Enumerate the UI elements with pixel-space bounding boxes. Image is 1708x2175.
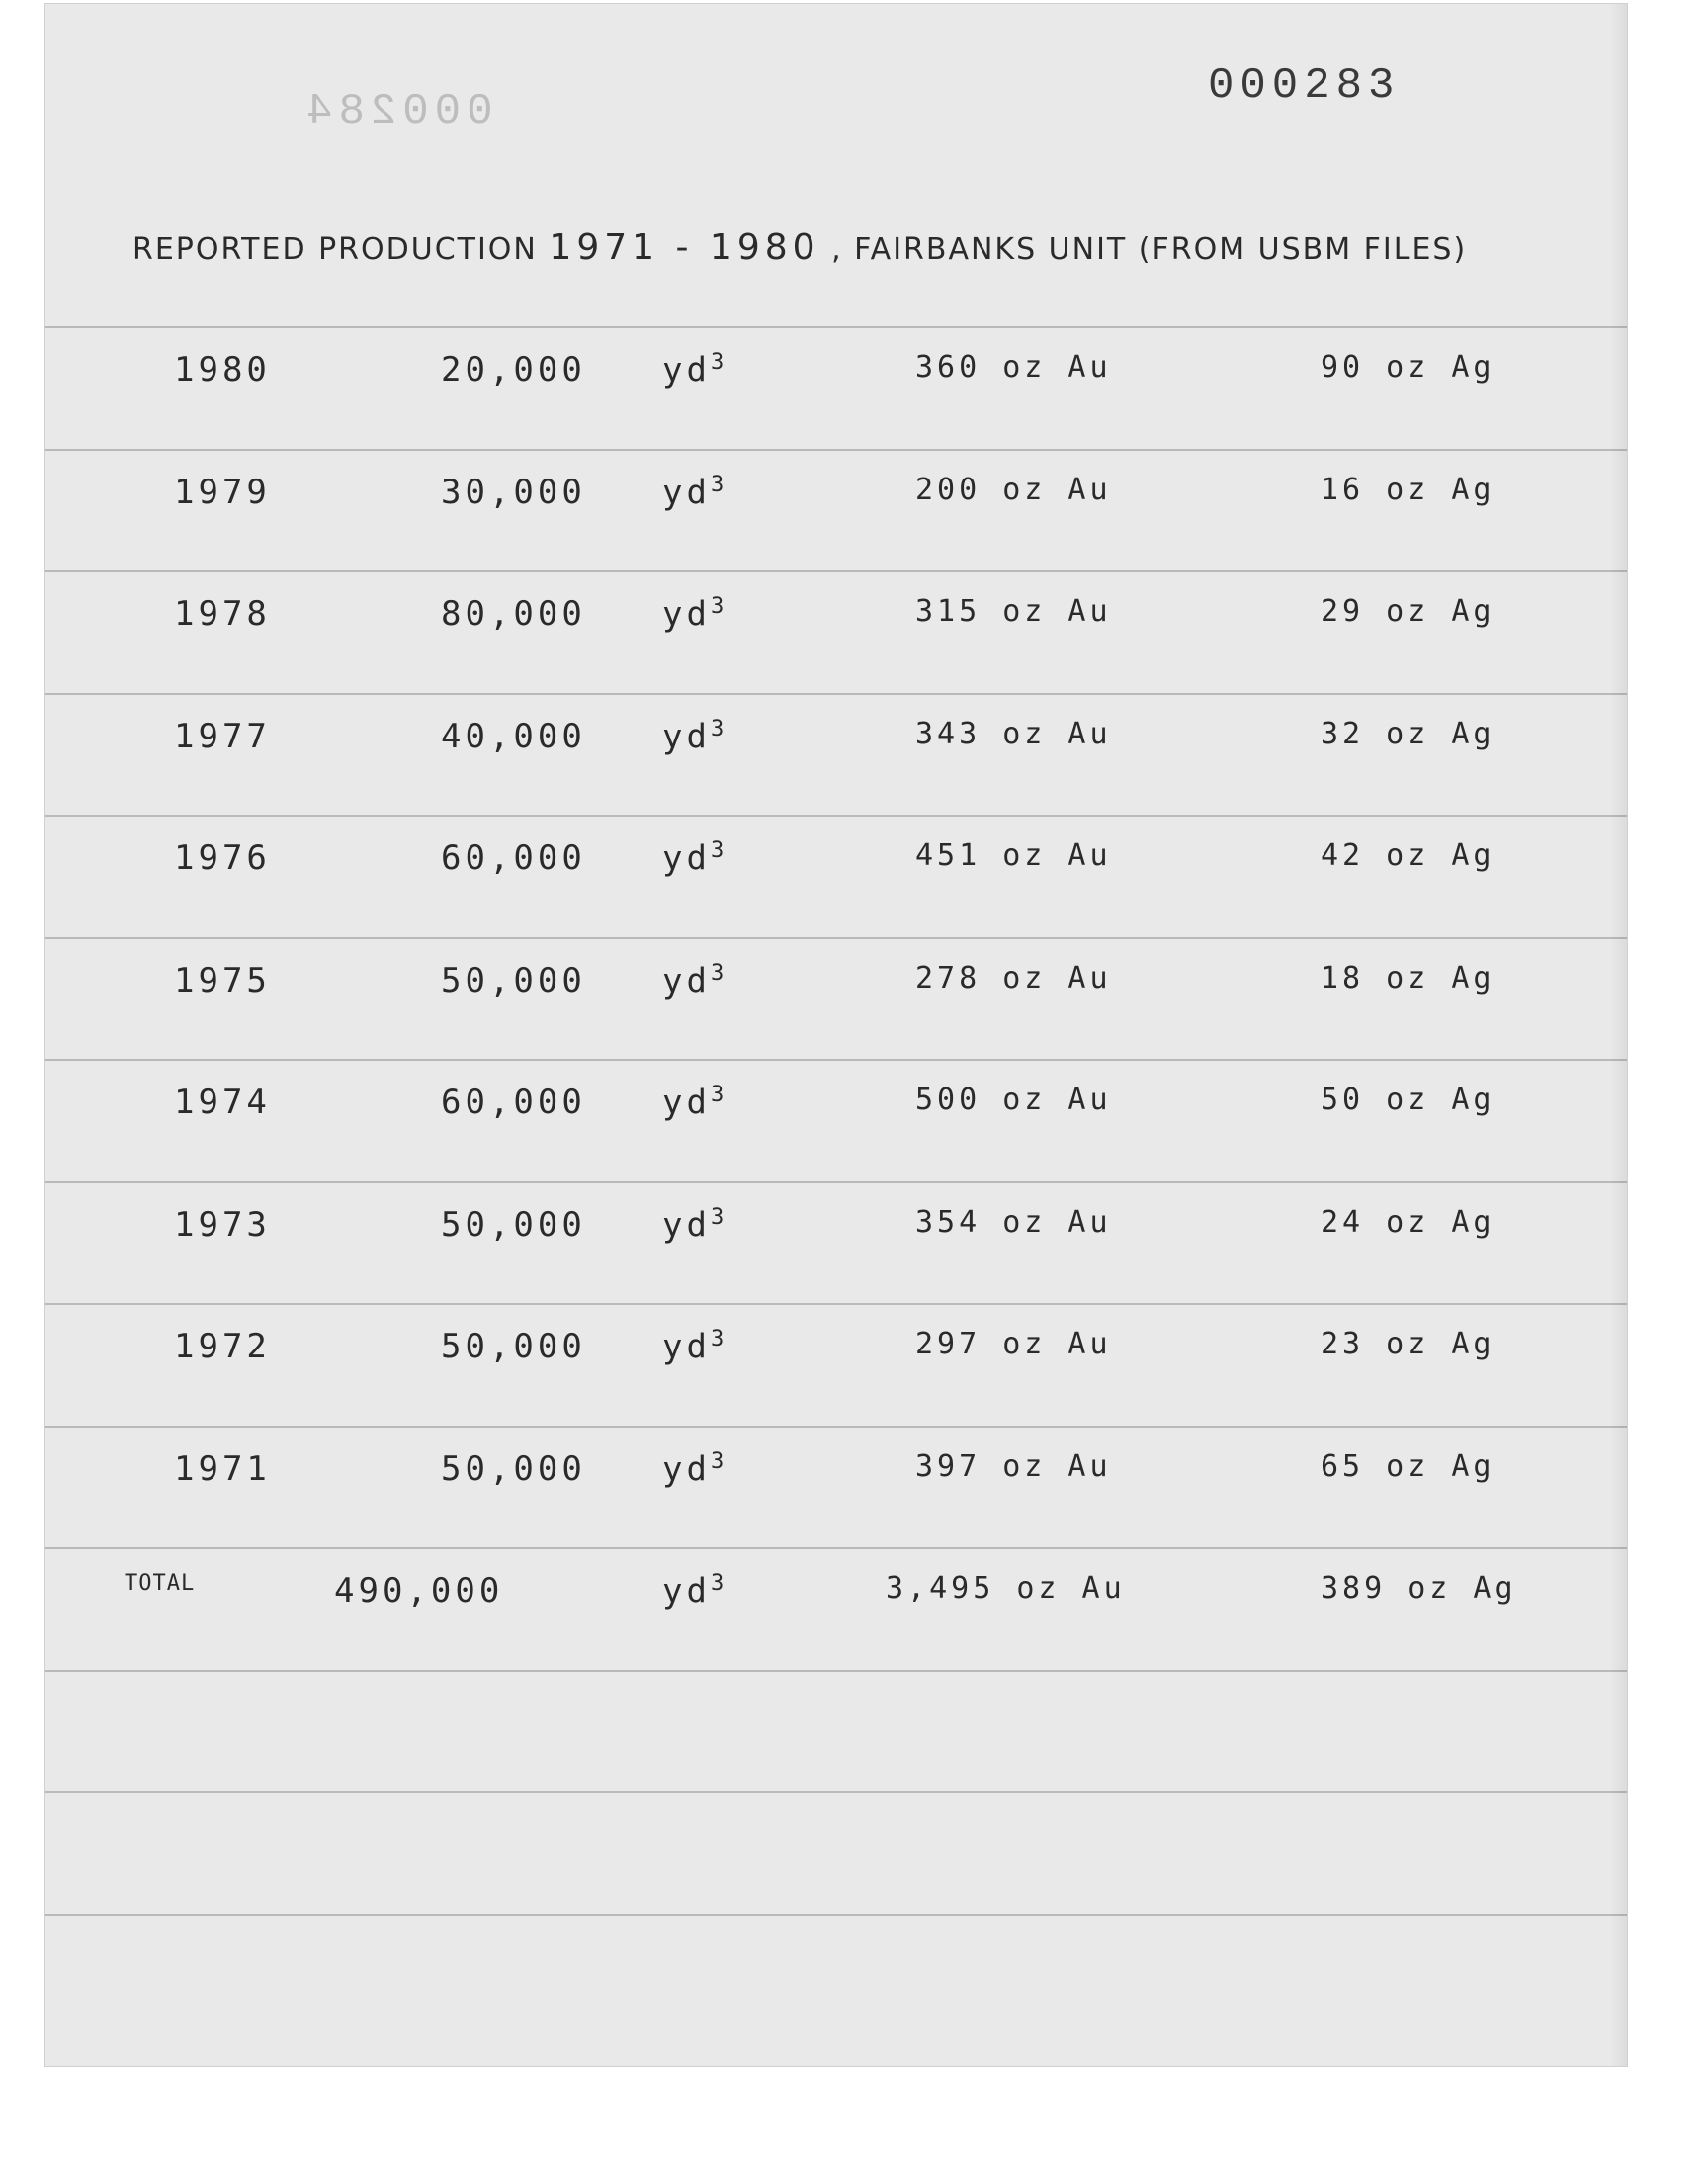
year-cell: 1974 <box>174 1083 271 1122</box>
silver-cell: 24 oz Ag <box>1321 1205 1495 1240</box>
unit-label: yd <box>662 1327 711 1367</box>
ruled-line <box>45 1426 1627 1428</box>
year-cell: 1973 <box>174 1205 271 1245</box>
title-part-1: REPORTED PRODUCTION <box>132 232 538 267</box>
gold-cell: 200 oz Au <box>915 473 1112 507</box>
unit-cell <box>662 473 727 512</box>
unit-exponent: 3 <box>710 350 728 375</box>
year-cell: 1980 <box>174 350 271 390</box>
silver-cell: 42 oz Ag <box>1321 838 1495 873</box>
volume-cell: 50,000 <box>441 1449 586 1489</box>
unit-cell <box>662 1449 727 1489</box>
silver-cell: 32 oz Ag <box>1321 717 1495 751</box>
year-cell: 1975 <box>174 961 271 1000</box>
gold-cell: 360 oz Au <box>915 350 1112 385</box>
unit-label: yd <box>662 961 711 1001</box>
ruled-line <box>45 1914 1627 1916</box>
volume-cell: 30,000 <box>441 473 586 512</box>
ruled-line <box>45 1181 1627 1183</box>
gold-cell: 315 oz Au <box>915 594 1112 629</box>
gold-cell: 297 oz Au <box>915 1327 1112 1361</box>
unit-exponent: 3 <box>710 838 728 863</box>
silver-cell: 65 oz Ag <box>1321 1449 1495 1484</box>
page-title <box>132 227 1467 268</box>
ruled-line <box>45 1791 1627 1793</box>
year-cell: 1976 <box>174 838 271 878</box>
unit-cell <box>662 350 727 390</box>
total-volume-cell: 490,000 <box>334 1571 504 1610</box>
gold-cell: 354 oz Au <box>915 1205 1112 1240</box>
unit-label: yd <box>662 1449 711 1490</box>
unit-exponent: 3 <box>710 594 728 619</box>
unit-exponent: 3 <box>710 1205 728 1230</box>
volume-cell: 20,000 <box>441 350 586 390</box>
ruled-line <box>45 326 1627 328</box>
unit-cell <box>662 717 727 756</box>
ruled-line <box>45 937 1627 939</box>
silver-cell: 29 oz Ag <box>1321 594 1495 629</box>
unit-label: yd <box>662 1571 711 1611</box>
gold-cell: 451 oz Au <box>915 838 1112 873</box>
total-gold-cell: 3,495 oz Au <box>886 1571 1126 1606</box>
volume-cell: 50,000 <box>441 1327 586 1366</box>
total-label: TOTAL <box>125 1571 196 1596</box>
scanned-page <box>45 4 1627 2066</box>
year-cell: 1979 <box>174 473 271 512</box>
unit-label: yd <box>662 473 711 513</box>
unit-label: yd <box>662 838 711 879</box>
volume-cell: 60,000 <box>441 838 586 878</box>
unit-exponent: 3 <box>710 717 728 741</box>
unit-cell <box>662 838 727 878</box>
ruled-line <box>45 1547 1627 1549</box>
unit-cell <box>662 961 727 1000</box>
volume-cell: 50,000 <box>441 1205 586 1245</box>
ruled-lines <box>45 4 1627 2066</box>
silver-cell: 18 oz Ag <box>1321 961 1495 996</box>
unit-label: yd <box>662 350 711 391</box>
unit-cell <box>662 1571 727 1610</box>
title-years: 1971 - 1980 <box>549 227 820 268</box>
unit-exponent: 3 <box>710 473 728 497</box>
volume-cell: 50,000 <box>441 961 586 1000</box>
ruled-line <box>45 693 1627 695</box>
gold-cell: 278 oz Au <box>915 961 1112 996</box>
unit-exponent: 3 <box>710 1571 728 1596</box>
year-cell: 1971 <box>174 1449 271 1489</box>
year-cell: 1977 <box>174 717 271 756</box>
silver-cell: 23 oz Ag <box>1321 1327 1495 1361</box>
ruled-line <box>45 1303 1627 1305</box>
ruled-line <box>45 815 1627 817</box>
volume-cell: 80,000 <box>441 594 586 634</box>
unit-exponent: 3 <box>710 1449 728 1474</box>
unit-exponent: 3 <box>710 961 728 986</box>
silver-cell: 50 oz Ag <box>1321 1083 1495 1117</box>
silver-cell: 16 oz Ag <box>1321 473 1495 507</box>
unit-label: yd <box>662 1205 711 1246</box>
gold-cell: 343 oz Au <box>915 717 1112 751</box>
ruled-line <box>45 1059 1627 1061</box>
unit-cell <box>662 1205 727 1245</box>
title-part-2: , FAIRBANKS UNIT (FROM USBM FILES) <box>831 232 1468 267</box>
total-silver-cell: 389 oz Ag <box>1321 1571 1517 1606</box>
unit-exponent: 3 <box>710 1327 728 1351</box>
unit-cell <box>662 1083 727 1122</box>
bleed-through-document-number: 000284 <box>300 87 493 136</box>
volume-cell: 60,000 <box>441 1083 586 1122</box>
unit-label: yd <box>662 717 711 757</box>
volume-cell: 40,000 <box>441 717 586 756</box>
document-number: 000283 <box>1208 61 1401 111</box>
silver-cell: 90 oz Ag <box>1321 350 1495 385</box>
gold-cell: 500 oz Au <box>915 1083 1112 1117</box>
year-cell: 1978 <box>174 594 271 634</box>
gold-cell: 397 oz Au <box>915 1449 1112 1484</box>
unit-cell <box>662 1327 727 1366</box>
ruled-line <box>45 1670 1627 1672</box>
unit-cell <box>662 594 727 634</box>
ruled-line <box>45 449 1627 451</box>
unit-label: yd <box>662 594 711 635</box>
unit-exponent: 3 <box>710 1083 728 1107</box>
unit-label: yd <box>662 1083 711 1123</box>
ruled-line <box>45 570 1627 572</box>
year-cell: 1972 <box>174 1327 271 1366</box>
